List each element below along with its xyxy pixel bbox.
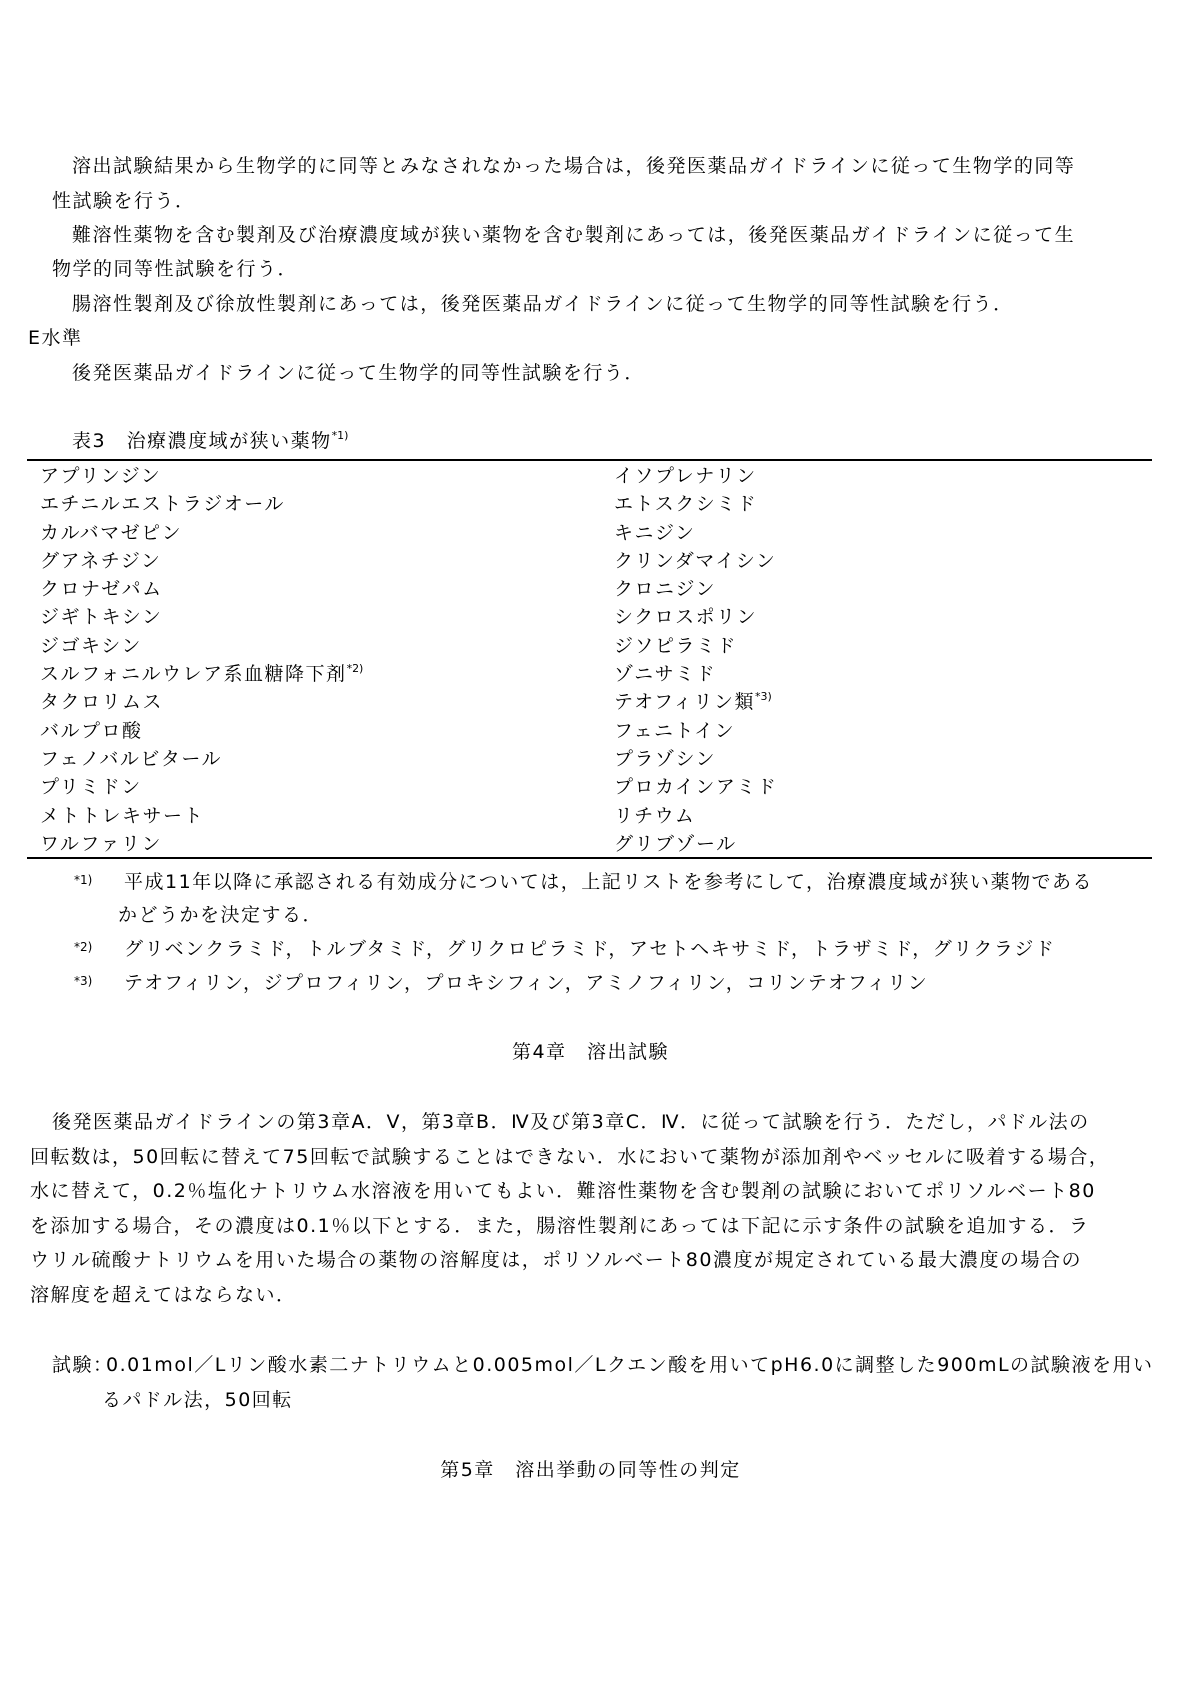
table-cell: イソプレナリン [614, 465, 757, 487]
chapter-4-line-2: 回転数は，50回転に替えて75回転で試験することはできない．水において薬物が添加剤やベッセルに吸着する場合， [30, 1146, 1110, 1168]
table-cell: キニジン [614, 521, 696, 544]
table-cell: クロニジン [614, 578, 717, 601]
table-cell: グリブゾール [614, 832, 737, 855]
table-right-column [614, 462, 777, 858]
table-caption-text: 表3 治療濃度域が狭い薬物 [72, 430, 332, 452]
footnote-2-mark: *2) [74, 940, 93, 954]
table-cell: プラゾシン [614, 747, 717, 770]
table-cell: クロナゼパム [40, 578, 163, 601]
table-bottom-rule [27, 857, 1152, 859]
paragraph-1-line-2: 性試験を行う． [52, 190, 196, 212]
table-cell: カルバマゼピン [40, 521, 183, 544]
table-caption [72, 429, 348, 453]
footnote-1-mark: *1) [74, 873, 93, 887]
footnote-1-line-1: 平成11年以降に承認される有効成分については，上記リストを参考にして，治療濃度域が狭い薬物である [124, 871, 1094, 893]
table-cell: エチニルエストラジオール [40, 493, 285, 516]
chapter-4-line-3: 水に替えて，0.2％塩化ナトリウム水溶液を用いてもよい．難溶性薬物を含む製剤の試験においてポリソルベート80 [30, 1180, 1096, 1202]
paragraph-2-line-2: 物学的同等性試験を行う． [52, 258, 299, 280]
chapter-4-line-1: 後発医薬品ガイドラインの第3章A．Ⅴ，第3章B．Ⅳ及び第3章C．Ⅳ．に従って試験を行う．ただし，パドル法の [52, 1111, 1090, 1133]
chapter-4-line-4: を添加する場合，その濃度は0.1％以下とする．また，腸溶性製剤にあっては下記に示す条件の試験を追加する．ラ [30, 1215, 1090, 1237]
footnote-3-line-1: テオフィリン，ジプロフィリン，プロキシフィン，アミノフィリン，コリンテオフィリン [124, 972, 929, 994]
test-condition-line-2: るパドル法，50回転 [102, 1389, 293, 1411]
footnote-2-line-1: グリベンクラミド，トルブタミド，グリクロピラミド，アセトヘキサミド，トラザミド，グリクラジド [124, 938, 1056, 960]
paragraph-3: 腸溶性製剤及び徐放性製剤にあっては，後発医薬品ガイドラインに従って生物学的同等性試験を行う． [72, 293, 1014, 315]
test-label: 試験： [52, 1354, 114, 1376]
chapter-5-heading: 第5章 溶出挙動の同等性の判定 [440, 1459, 741, 1481]
table-cell: ゾニサミド [614, 663, 717, 686]
table-cell: アプリンジン [40, 465, 162, 487]
e-level-heading: E水準 [28, 327, 83, 349]
footnote-1-line-2: かどうかを決定する． [118, 904, 324, 926]
table-cell: ジソピラミド [614, 634, 738, 657]
table-cell: スルフォニルウレア系血糖降下剤$^{*2)}$ [40, 662, 364, 686]
table-cell: テオフィリン類$^{*3)}$ [614, 690, 772, 714]
chapter-4-line-5: ウリル硫酸ナトリウムを用いた場合の薬物の溶解度は，ポリソルベート80濃度が規定されている最大濃度の場合の [30, 1249, 1082, 1271]
table-cell: ジギトキシン [40, 606, 163, 629]
table-cell: クリンダマイシン [614, 549, 777, 572]
table-cell: バルプロ酸 [40, 719, 143, 742]
table-cell: ジゴキシン [40, 634, 142, 657]
paragraph-1-line-1: 溶出試験結果から生物学的に同等とみなされなかった場合は，後発医薬品ガイドラインに従って生物学的同等 [72, 155, 1076, 177]
table-cell: タクロリムス [40, 691, 164, 714]
e-level-text: 後発医薬品ガイドラインに従って生物学的同等性試験を行う． [72, 362, 645, 384]
table-caption-note: *1) [331, 429, 349, 442]
table-left-column [40, 462, 363, 858]
table-cell: メトトレキサート [40, 804, 205, 827]
chapter-4-line-6: 溶解度を超えてはならない． [30, 1284, 297, 1306]
table-cell: フェニトイン [614, 719, 736, 742]
chapter-4-heading: 第4章 溶出試験 [511, 1041, 670, 1063]
table-cell: プロカインアミド [614, 776, 778, 799]
table-cell: リチウム [614, 804, 696, 827]
table-cell: プリミドン [40, 776, 142, 799]
table-top-rule [27, 459, 1152, 461]
table-cell: グアネチジン [40, 549, 162, 572]
table-cell: フェノバルビタール [40, 747, 223, 770]
paragraph-2-line-1: 難溶性薬物を含む製剤及び治療濃度域が狭い薬物を含む製剤にあっては，後発医薬品ガイドラインに従って生 [72, 224, 1076, 246]
table-cell: シクロスポリン [614, 606, 758, 629]
table-cell: ワルファリン [40, 832, 163, 855]
footnote-3-mark: *3) [74, 974, 93, 988]
test-condition-line-1: 0.01mol／Lリン酸水素二ナトリウムと0.005mol／Lクエン酸を用いてpH6.0に調整した900mLの試験液を用い [106, 1354, 1154, 1376]
table-cell: エトスクシミド [614, 493, 758, 516]
